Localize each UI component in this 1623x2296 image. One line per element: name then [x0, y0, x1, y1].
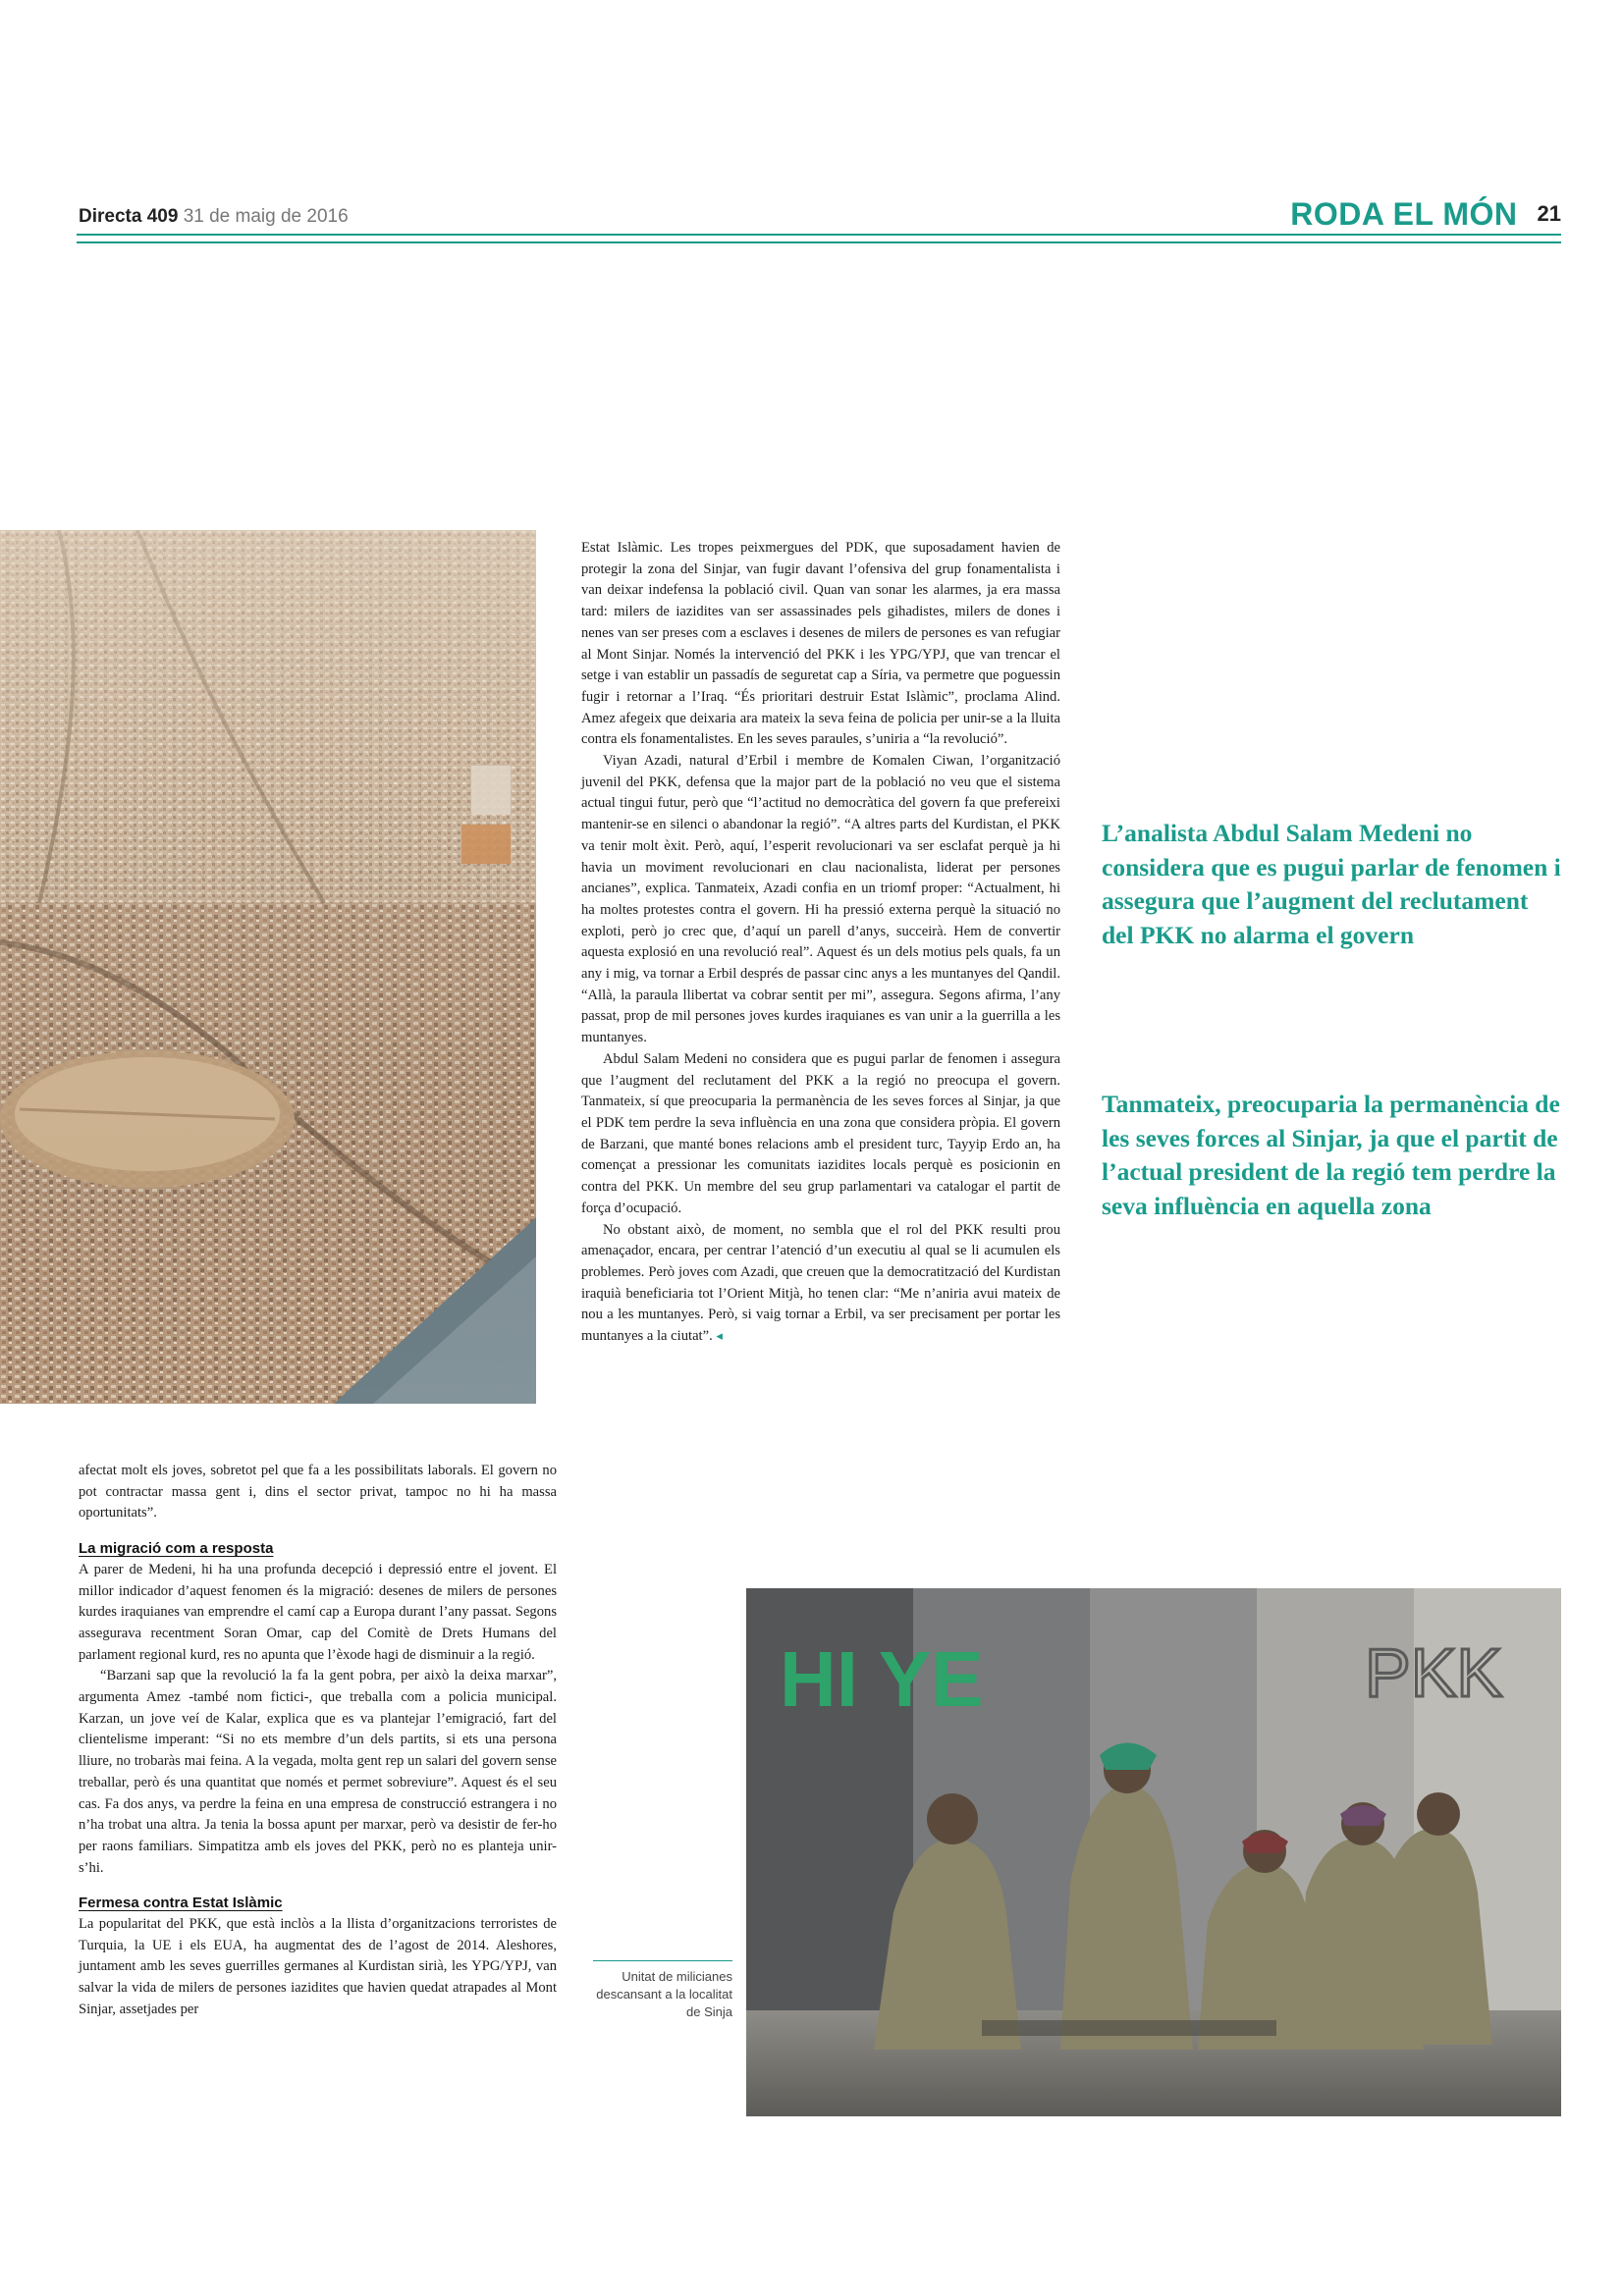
- paragraph: Abdul Salam Medeni no considera que es pugui parlar de fenomen i assegura que l’augment del reclutament del PKK a la regió no preocupa el govern. Tanmateix, sí que preocuparia la permanència de les seves forces al Sinjar, ja que el PDK tem perdre la seva influència en una zona que considera pròpia. El govern de Barzani, que manté bones relacions amb el president turc, Tayyip Erdo an, ha començat a pressionar les comunitats iazidites locals perquè es posicionin en contra del PKK. Un membre del seu grup parlamentari va catalogar el partit de força d’ocupació.: [581, 1050, 1060, 1216]
- subheading-islamic-state: Fermesa contra Estat Islàmic: [79, 1895, 283, 1912]
- militia-photo: [746, 1588, 1561, 2116]
- paragraph: “Barzani sap que la revolució la fa la gent pobra, per això la deixa marxar”, argumenta Amez -també nom fictici-, que treballa com a policia municipal. Karzan, un jove veí de Kalar, explica que es va plantejar l’emigració, fart del clientelisme imperant: “Si no ets membre d’un dels partits, si ets una persona lliure, no trobaràs mai feina. A la vegada, molta gent rep un salari del govern sense treballar, però és una quantitat que només et permet sobreviure”. Aquest és el seu cas. Fa dos anys, va perdre la feina en una empresa de construcció estrangera i no n’ha trobat una altra. Ja tenia la bossa apunt per marxar, però va desistir de fer-ho per raons familiars. Simpatitza amb els joves del PKK, però no es planteja unir-s’hi.: [79, 1668, 557, 1876]
- header-rule-bottom: [77, 241, 1561, 243]
- paragraph: La popularitat del PKK, que està inclòs a la llista d’organitzacions terroristes de Turquia, la UE i els EUA, ha augmentat des de l’agost de 2014. Aleshores, juntament amb les seves guerrilles germanes al Kurdistan sirià, les YPG/YPJ, van salvar la vida de milers de persones iazidites que havien quedat atrapades al Mont Sinjar, assetjades per: [79, 1916, 557, 2017]
- graffiti-hi: HI YE: [780, 1635, 984, 1723]
- paragraph: A parer de Medeni, hi ha una profunda decepció i depressió entre el jovent. El millor indicador d’aquest fenomen és la migració: desenes de milers de persones kurdes iraquianes van emprendre el camí cap a Europa durant l’any passat. Segons assegurava recentment Soran Omar, cap del Comitè de Drets Humans del parlament regional kurd, res no apunta que l’èxode hagi de disminuir a la regió.: [79, 1561, 557, 1663]
- publication-name: Directa 409: [79, 206, 179, 227]
- subheading-migration: La migració com a resposta: [79, 1540, 274, 1558]
- paragraph: Estat Islàmic. Les tropes peixmergues del PDK, que suposadament havien de protegir la zona del Sinjar, van fugir davant l’ofensiva del grup fonamentalista i van deixar indefensa la població civil. Quan van sonar les alarmes, ja era massa tard: milers de iazidites van ser assassinades pels gihadistes, milers de dones i nenes van ser preses com a esclaves i desenes de milers de persones es van refugiar al Mont Sinjar. Només la intervenció del PKK i les YPG/YPJ, que van trencar el setge i van establir un passadís de seguretat cap a Síria, va permetre que poguessin fugir i retornar a l’Iraq. “És prioritari destruir Estat Islàmic”, proclama Alind. Amez afegeix que deixaria ara mateix la seva feina de policia per unir-se a la lluita contra els fonamentalistes. En les seves paraules, s’uniria a “la revolució”.: [581, 540, 1060, 748]
- article-column-left: [79, 1461, 557, 2021]
- header-rule-top: [77, 234, 1561, 236]
- caption-rule: [593, 1960, 732, 1961]
- pull-quote-2: Tanmateix, preocuparia la permanència de les seves forces al Sinjar, ja que el partit de l’actual president de la regió tem perdre la seva influència en aquella zona: [1102, 1090, 1560, 1220]
- aerial-city-photo: [0, 530, 536, 1404]
- photo-caption: Unitat de milicianes descansant a la localitat de Sinja: [596, 1969, 732, 2019]
- paragraph: afectat molt els joves, sobretot pel que fa a les possibilitats laborals. El govern no pot contractar massa gent i, dins el sector privat, tampoc no hi ha massa oportunitats”.: [79, 1463, 557, 1522]
- article-column-middle: [581, 538, 1060, 1348]
- end-mark-icon: ◂: [716, 1329, 723, 1345]
- paragraph-text: No obstant això, de moment, no sembla que el rol del PKK resulti prou amenaçador, encara, per centrar l’atenció d’un executiu al qual se li acumulen els problemes. Però joves com Azadi, que creuen que la democratització del Kurdistan iraquià beneficiaria tot l’Orient Mitjà, ho tenen clar: “Me n’aniria avui mateix de nou a les muntanyes. Però, si vaig tornar a Erbil, va ser precisament per portar les muntanyes a la ciutat”.: [581, 1221, 1060, 1345]
- publication-info: [79, 206, 349, 228]
- page-number: 21: [1537, 201, 1561, 226]
- paragraph-final: [581, 1220, 1060, 1348]
- issue-date: 31 de maig de 2016: [183, 206, 349, 227]
- paragraph: Viyan Azadi, natural d’Erbil i membre de Komalen Ciwan, l’organització juvenil del PKK, defensa que la major part de la població no veu que el sistema actual tingui futur, però que “l’actitud no democràtica del govern fa que prefereixi mantenir-se en silenci o abandonar la regió”. “A altres parts del Kurdistan, el PKK va tenir molt èxit. Però, aquí, l’esperit revolucionari va ser esclafat perquè ja hi havia un moviment revolucionari en clau nacionalista, liderat per persones ancianes”, explica. Tanmateix, Azadi confia en un triomf proper: “Actualment, hi ha moltes protestes contra el govern. Hi ha pressió externa perquè la situació no exploti, però jo crec que, d’aquí un parell d’anys, succeirà. Hem de convertir aquesta explosió en una revolució real”. Aquest és un dels motius pels quals, fa un any i mig, va tornar a Erbil després de passar cinc anys a les muntanyes del Qandil. “Allà, la paraula llibertat va cobrar sentit per mi”, assegura. Segons afirma, l’any passat, prop de mil persones joves kurdes iraquianes es van unir a la guerrilla a les muntanyes.: [581, 753, 1060, 1046]
- graffiti-pkk: PKK: [1365, 1634, 1503, 1711]
- section-title: RODA EL MÓN: [1290, 196, 1518, 232]
- pull-quote-1: L’analista Abdul Salam Medeni no considera que es pugui parlar de fenomen i assegura que l’augment del reclutament del PKK no alarma el govern: [1102, 819, 1561, 949]
- section-info: [1290, 196, 1561, 233]
